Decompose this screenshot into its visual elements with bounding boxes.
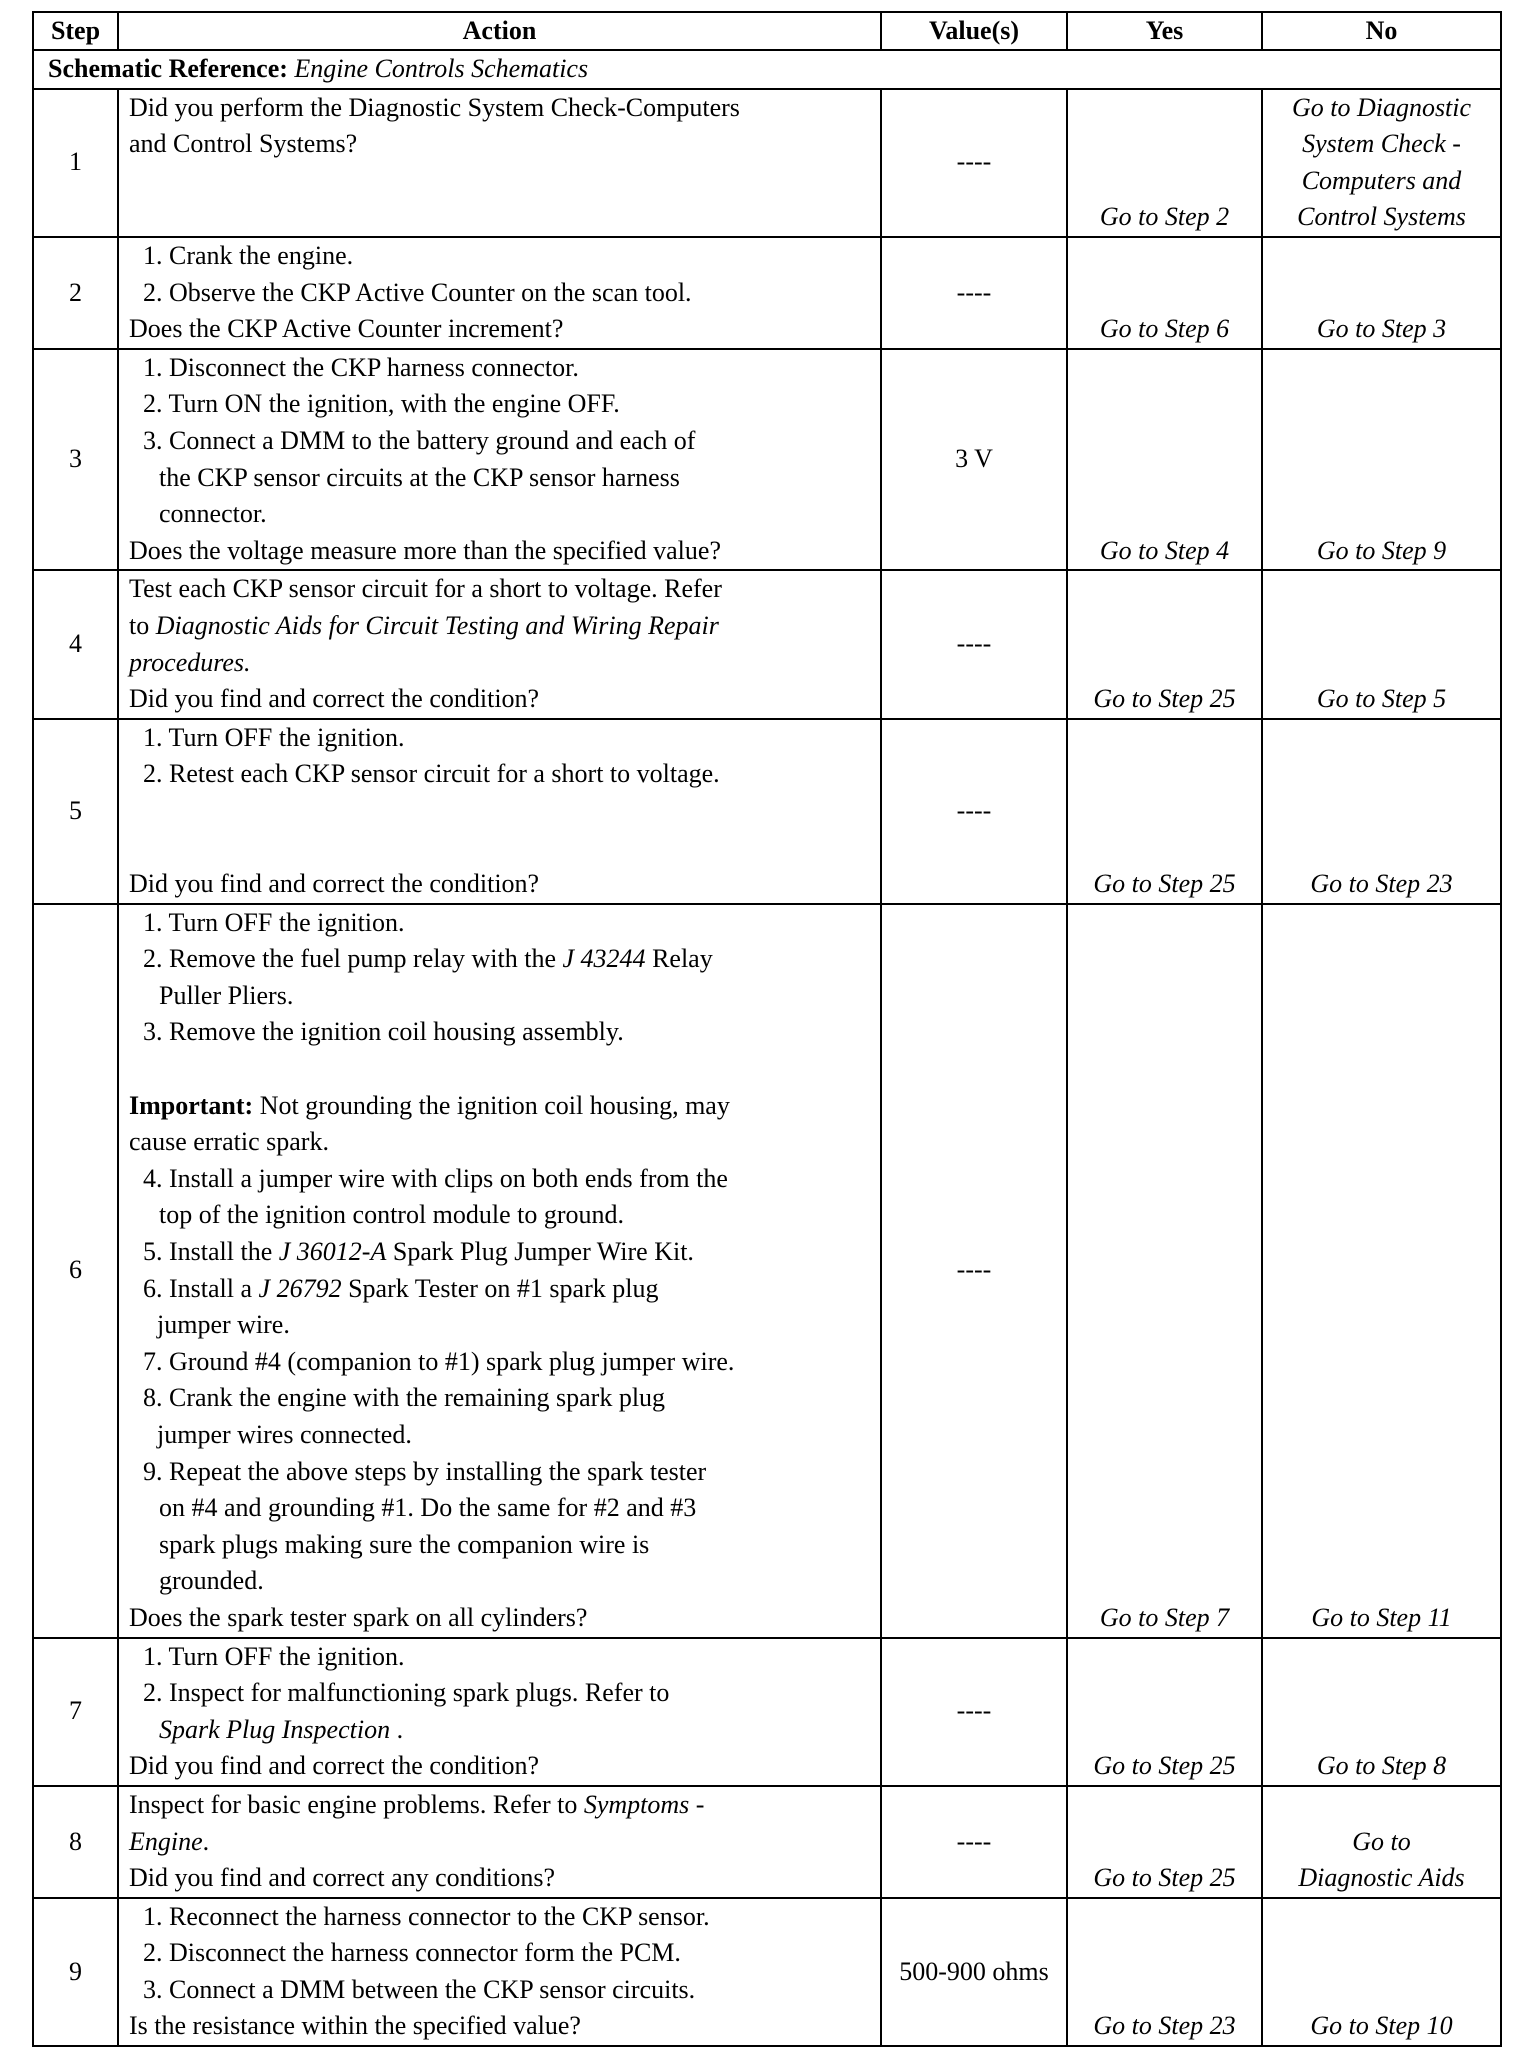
action-text-part: .: [202, 1826, 210, 1856]
action-list-item-cont: spark plugs making sure the companion wire is: [159, 1529, 650, 1559]
no-link-text: Computers and: [1301, 165, 1462, 195]
step-number: 1: [33, 89, 118, 237]
yes-link[interactable]: Go to Step 25: [1067, 570, 1262, 718]
step-number: 5: [33, 719, 118, 904]
no-link[interactable]: [1262, 89, 1501, 237]
value-cell: ----: [881, 1786, 1067, 1898]
action-list-item: 4. Install a jumper wire with clips on both ends from the: [143, 1163, 728, 1193]
action-text-part: to: [129, 610, 156, 640]
no-link-text: System Check -: [1302, 129, 1461, 159]
action-cell: [118, 570, 881, 718]
action-text: [129, 608, 870, 645]
value-cell: ----: [881, 237, 1067, 349]
action-cell: [118, 349, 881, 571]
action-question: Does the spark tester spark on all cylinders?: [129, 1602, 588, 1632]
yes-link[interactable]: Go to Step 25: [1067, 1638, 1262, 1786]
table-row: [33, 719, 1501, 904]
action-list-item: 2. Turn ON the ignition, with the engine OFF.: [143, 389, 620, 419]
action-text-part: 2. Remove the fuel pump relay with the: [143, 944, 563, 974]
action-list-item-cont: grounded.: [159, 1566, 264, 1596]
reference-link[interactable]: Symptoms -: [583, 1789, 705, 1819]
yes-link[interactable]: Go to Step 25: [1067, 1786, 1262, 1898]
no-link[interactable]: Go to Step 5: [1262, 570, 1501, 718]
action-cell: [118, 1898, 881, 2046]
action-list-item: 2. Inspect for malfunctioning spark plugs. Refer to: [143, 1678, 670, 1708]
step-number: 4: [33, 570, 118, 718]
tool-link[interactable]: J 26792: [258, 1273, 342, 1303]
schematic-reference: [33, 50, 1501, 89]
action-list-item-cont: Puller Pliers.: [159, 980, 294, 1010]
reference-link[interactable]: procedures.: [129, 647, 251, 677]
action-text-part: Relay: [645, 944, 713, 974]
action-list-item: 3. Connect a DMM between the CKP sensor circuits.: [143, 1974, 696, 2004]
yes-link[interactable]: Go to Step 2: [1067, 89, 1262, 237]
action-question: Did you find and correct the condition?: [129, 869, 540, 899]
no-link[interactable]: Go to Step 11: [1262, 904, 1501, 1638]
action-text-part: Inspect for basic engine problems. Refer to: [129, 1789, 584, 1819]
action-list-item: 1. Turn OFF the ignition.: [143, 907, 405, 937]
action-text-part: 5. Install the: [143, 1237, 279, 1266]
schematic-link[interactable]: Engine Controls Schematics: [294, 54, 589, 83]
important-text: cause erratic spark.: [129, 1127, 329, 1157]
step-number: 7: [33, 1638, 118, 1786]
action-list-item-cont: jumper wires connected.: [157, 1419, 412, 1449]
value-cell: ----: [881, 719, 1067, 904]
step-number: 2: [33, 237, 118, 349]
action-list-item: 1. Reconnect the harness connector to the CKP sensor.: [143, 1901, 710, 1931]
no-link-text: Go to Diagnostic: [1291, 92, 1472, 122]
no-link[interactable]: Go to Step 9: [1262, 349, 1501, 571]
schematic-label: Schematic Reference:: [48, 54, 288, 83]
value-cell: ----: [881, 570, 1067, 718]
table-row: [33, 1638, 1501, 1786]
action-list-item: 2. Disconnect the harness connector form the PCM.: [143, 1938, 681, 1968]
step-number: 6: [33, 904, 118, 1638]
action-list-item: [129, 1234, 870, 1271]
action-text-part: Spark Tester on #1 spark plug: [341, 1273, 659, 1303]
header-step: Step: [33, 12, 118, 50]
no-link[interactable]: Go to Step 8: [1262, 1638, 1501, 1786]
reference-link[interactable]: Spark Plug Inspection: [159, 1714, 391, 1744]
action-list-item-cont: [143, 1712, 870, 1749]
no-link[interactable]: Go to Step 23: [1262, 719, 1501, 904]
action-question: Does the CKP Active Counter increment?: [129, 314, 564, 344]
action-list-item-cont: jumper wire.: [157, 1310, 290, 1340]
action-cell: [118, 1638, 881, 1786]
action-question: Does the voltage measure more than the specified value?: [129, 535, 721, 565]
important-text: Not grounding the ignition coil housing, may: [253, 1090, 730, 1120]
action-list-item-cont: connector.: [159, 499, 267, 529]
action-list-item-cont: on #4 and grounding #1. Do the same for #2 and #3: [159, 1493, 697, 1523]
value-cell: ----: [881, 1638, 1067, 1786]
spacer: [129, 793, 870, 830]
action-question: Did you find and correct the condition?: [129, 684, 540, 714]
action-list-item: 3. Remove the ignition coil housing assembly.: [143, 1017, 624, 1047]
spacer: [129, 1051, 870, 1088]
header-action: Action: [118, 12, 881, 50]
action-list-item: [129, 1271, 870, 1308]
value-cell: 500-900 ohms: [881, 1898, 1067, 2046]
value-cell: ----: [881, 904, 1067, 1638]
header-row: [33, 12, 1501, 50]
no-link-text: Diagnostic Aids: [1298, 1863, 1465, 1893]
action-text-part: .: [390, 1714, 404, 1744]
spacer: [129, 829, 870, 866]
action-text: Did you perform the Diagnostic System Check-Computers: [129, 92, 740, 122]
action-list-item: 7. Ground #4 (companion to #1) spark plug jumper wire.: [143, 1346, 735, 1376]
action-list-item: 9. Repeat the above steps by installing the spark tester: [143, 1456, 707, 1486]
table-row: [33, 570, 1501, 718]
yes-link[interactable]: Go to Step 6: [1067, 237, 1262, 349]
action-text-part: Spark Plug Jumper Wire Kit.: [386, 1237, 694, 1266]
action-text: [129, 1787, 870, 1824]
table-row: [33, 349, 1501, 571]
action-list-item: 1. Disconnect the CKP harness connector.: [143, 352, 579, 382]
action-cell: [118, 237, 881, 349]
important-label: Important:: [129, 1090, 254, 1120]
reference-link[interactable]: Diagnostic Aids for Circuit Testing and Wiring Repair: [155, 610, 719, 640]
step-number: 3: [33, 349, 118, 571]
table-row: [33, 237, 1501, 349]
action-text: Test each CKP sensor circuit for a short to voltage. Refer: [129, 574, 722, 604]
no-link[interactable]: Go to Step 3: [1262, 237, 1501, 349]
table-row: [33, 1898, 1501, 2046]
table-row: [33, 1786, 1501, 1898]
yes-link[interactable]: Go to Step 4: [1067, 349, 1262, 571]
action-list-item: 2. Retest each CKP sensor circuit for a short to voltage.: [143, 759, 720, 789]
action-list-item-cont: top of the ignition control module to ground.: [159, 1200, 625, 1230]
no-link[interactable]: [1262, 1786, 1501, 1898]
action-text: [129, 1824, 870, 1861]
header-values: Value(s): [881, 12, 1067, 50]
yes-link[interactable]: Go to Step 25: [1067, 719, 1262, 904]
action-list-item-cont: the CKP sensor circuits at the CKP sensor harness: [159, 462, 680, 492]
no-link[interactable]: Go to Step 10: [1262, 1898, 1501, 2046]
step-number: 9: [33, 1898, 118, 2046]
reference-link[interactable]: Engine: [129, 1826, 203, 1856]
header-no: No: [1262, 12, 1501, 50]
diagnostic-table: [32, 11, 1502, 2047]
action-cell: [118, 1786, 881, 1898]
action-list-item: 1. Turn OFF the ignition.: [143, 722, 405, 752]
action-list-item: 1. Turn OFF the ignition.: [143, 1641, 405, 1671]
action-question: Did you find and correct any conditions?: [129, 1863, 555, 1893]
action-list-item: 3. Connect a DMM to the battery ground and each of: [143, 425, 696, 455]
action-list-item: 8. Crank the engine with the remaining spark plug: [143, 1383, 666, 1413]
important-note: [129, 1088, 870, 1125]
table-row: [33, 89, 1501, 237]
yes-link[interactable]: Go to Step 23: [1067, 1898, 1262, 2046]
action-question: Did you find and correct the condition?: [129, 1751, 540, 1781]
value-cell: 3 V: [881, 349, 1067, 571]
action-list-item: 2. Observe the CKP Active Counter on the scan tool.: [143, 277, 692, 307]
no-link-text: Control Systems: [1297, 202, 1466, 232]
yes-link[interactable]: Go to Step 7: [1067, 904, 1262, 1638]
action-cell: [118, 89, 881, 237]
schematic-reference-row: [33, 50, 1501, 89]
action-text: and Control Systems?: [129, 129, 358, 159]
step-number: 8: [33, 1786, 118, 1898]
tool-link[interactable]: J 36012-A: [278, 1237, 387, 1266]
action-cell: [118, 904, 881, 1638]
action-list-item: [129, 941, 870, 978]
no-link-text: Go to: [1352, 1826, 1411, 1856]
header-yes: Yes: [1067, 12, 1262, 50]
action-list-item: 1. Crank the engine.: [143, 240, 354, 270]
tool-link[interactable]: J 43244: [562, 944, 646, 974]
action-question: Is the resistance within the specified value?: [129, 2011, 581, 2041]
table-row: [33, 904, 1501, 1638]
action-cell: [118, 719, 881, 904]
action-text-part: 6. Install a: [143, 1273, 259, 1303]
value-cell: ----: [881, 89, 1067, 237]
